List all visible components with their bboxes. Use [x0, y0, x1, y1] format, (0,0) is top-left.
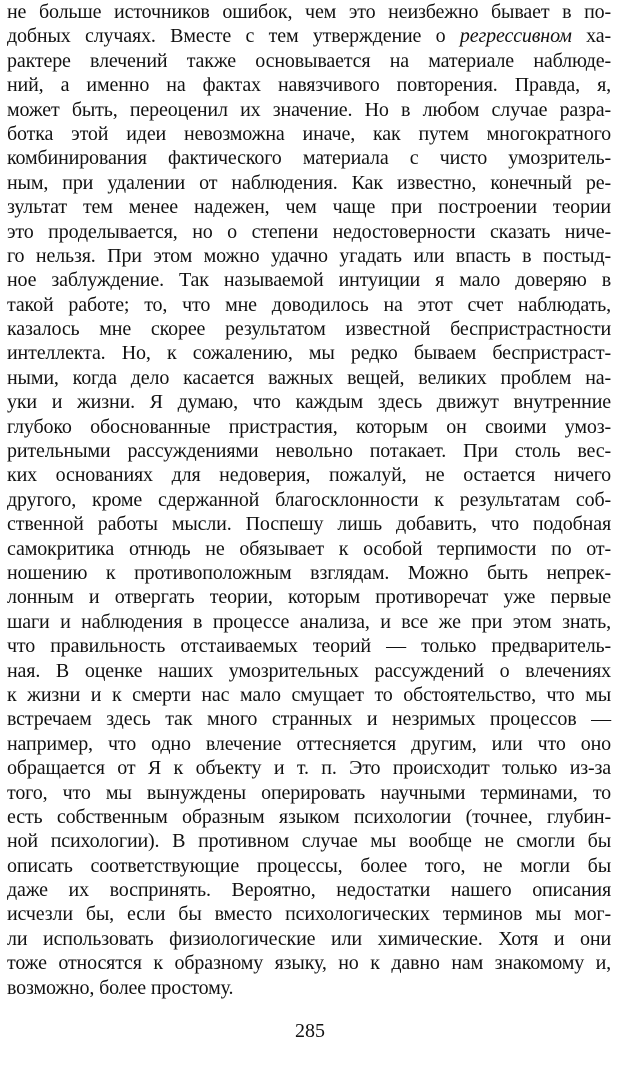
text-line: это проделывается, но о степени недостоверности сказать ниче- [7, 220, 611, 243]
text-line: ких основаниях для недоверия, пожалуй, не остается ничего [7, 464, 611, 487]
text-line: другого, кроме сдержанной благосклонности к результатам соб- [7, 488, 611, 511]
text-line: шаги и наблюдения в процессе анализа, и все же при этом знать, [7, 610, 611, 633]
text-line: что правильность отстаиваемых теорий — только предваритель- [7, 635, 611, 658]
text-line: ношению к противоположным взглядам. Можно быть непрек- [7, 561, 611, 584]
text-line: интеллекта. Но, к сожалению, мы редко бываем беспристраст- [7, 342, 611, 365]
page-number: 285 [295, 1020, 325, 1042]
emphasized-word: регрессивном [459, 25, 572, 48]
text-line: глубоко обоснованные пристрастия, которым он своими умоз- [7, 415, 611, 438]
text-line: например, что одно влечение оттесняется другим, или что оно [7, 732, 611, 755]
text-fragment: добных случаях. Вместе с тем утверждение о [7, 25, 460, 48]
text-line [7, 24, 611, 48]
text-line: встречаем здесь так много странных и незримых процессов — [7, 708, 611, 731]
text-line: рительными рассуждениями невольно потакает. При столь вес- [7, 440, 611, 463]
text-line: ботка этой идеи невозможна иначе, как путем многократного [7, 122, 611, 145]
text-line: может быть, переоценил их значение. Но в любом случае разра- [7, 98, 611, 121]
text-line: описать соответствующие процессы, более того, не могли бы [7, 854, 611, 877]
text-line: тоже относятся к образному языку, но к давно нам знакомому и, [7, 952, 611, 975]
text-line: го нельзя. При этом можно удачно угадать или впасть в постыд- [7, 244, 611, 267]
text-fragment: ха- [571, 25, 611, 48]
text-line-last: возможно, более простому. [7, 976, 234, 999]
text-line: зультат тем менее надежен, чем чаще при построении теории [7, 196, 611, 219]
text-line: самокритика отнюдь не обязывает к особой терпимости по от- [7, 537, 611, 560]
text-line: не больше источников ошибок, чем это неизбежно бывает в по- [7, 1, 611, 23]
text-line: того, что мы вынуждены оперировать научными терминами, то [7, 781, 611, 804]
text-line: ное заблуждение. Так называемой интуиции я мало доверяю в [7, 269, 611, 292]
text-line: исчезли бы, если бы вместо психологических терминов мы мог- [7, 903, 611, 926]
text-line: ли использовать физиологические или химические. Хотя и они [7, 927, 611, 950]
text-line: обращается от Я к объекту и т. п. Это происходит только из-за [7, 757, 611, 780]
text-line: ная. В оценке наших умозрительных рассуждений о влечениях [7, 659, 611, 682]
text-line: казалось мне скорее результатом известной беспристрастности [7, 318, 611, 341]
text-line: комбинирования фактического материала с чисто умозритель- [7, 147, 611, 170]
text-line: к жизни и к смерти нас мало смущает то обстоятельство, что мы [7, 683, 611, 706]
text-line: ной психологии). В противном случае мы вообще не смогли бы [7, 830, 611, 853]
text-line: ными, когда дело касается важных вещей, великих проблем на- [7, 366, 611, 389]
body-text [7, 0, 611, 1000]
text-line: ным, при удалении от наблюдения. Как известно, конечный ре- [7, 171, 611, 194]
text-line: уки и жизни. Я думаю, что каждым здесь движут внутренние [7, 391, 611, 414]
text-line: такой работе; то, что мне доводилось на этот счет наблюдать, [7, 293, 611, 316]
text-line: лонным и отвергать теории, которым противоречат уже первые [7, 586, 611, 609]
text-line: даже их воспринять. Вероятно, недостатки нашего описания [7, 879, 611, 902]
text-line: рактере влечений также основывается на материале наблюде- [7, 49, 611, 72]
text-line: есть собственным образным языком психологии (точнее, глубин- [7, 805, 611, 828]
text-line: ний, а именно на фактах навязчивого повторения. Правда, я, [7, 74, 611, 97]
text-line: ственной работы мысли. Поспешу лишь добавить, что подобная [7, 513, 611, 536]
